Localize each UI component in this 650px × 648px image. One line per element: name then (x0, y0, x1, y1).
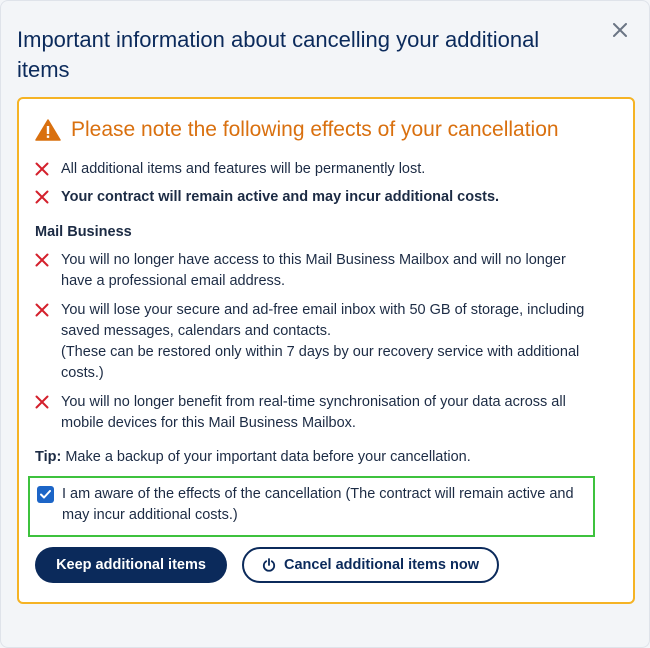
consent-label[interactable]: I am aware of the effects of the cancellation (The contract will remain active and may incur additional costs.) (62, 486, 574, 523)
close-icon (613, 23, 627, 37)
list-item-text: You will lose your secure and ad-free email inbox with 50 GB of storage, including saved messages, calendars and contacts. (61, 302, 585, 339)
list-item (35, 187, 593, 211)
list-item-text: Your contract will remain active and may incur additional costs. (61, 189, 500, 205)
list-item-note: (These can be restored only within 7 days by our recovery service with additional costs.) (61, 344, 580, 381)
list-item (35, 159, 593, 183)
list-item (35, 300, 593, 384)
cross-icon (35, 395, 49, 409)
consent-checkbox[interactable] (37, 486, 54, 503)
warning-triangle-icon (35, 119, 61, 141)
cross-icon (35, 303, 49, 317)
consent-box (28, 476, 595, 537)
tip-label: Tip: (35, 449, 62, 465)
cancel-items-label: Cancel additional items now (284, 557, 479, 573)
power-icon (262, 558, 276, 572)
cross-icon (35, 162, 49, 176)
list-item-text: All additional items and features will be permanently lost. (61, 161, 426, 177)
checkmark-icon (40, 490, 51, 499)
list-item (35, 392, 593, 434)
list-item-text: You will no longer have access to this Mail Business Mailbox and will no longer have a professional email address. (61, 252, 566, 289)
tip-body: Make a backup of your important data before your cancellation. (61, 449, 471, 465)
warning-panel (17, 97, 635, 604)
cross-icon (35, 253, 49, 267)
keep-items-button[interactable]: Keep additional items (35, 547, 227, 583)
warning-header (35, 117, 559, 143)
list-item (35, 250, 593, 292)
cross-icon (35, 190, 49, 204)
list-item-text: You will no longer benefit from real-time synchronisation of your data across all mobile devices for this Mail Business Mailbox. (61, 394, 566, 431)
section-title: Mail Business (35, 224, 132, 240)
warning-heading: Please note the following effects of your cancellation (71, 118, 559, 141)
tip-text (35, 449, 471, 465)
dialog-title: Important information about cancelling your additional items (17, 27, 540, 82)
cancel-items-button[interactable] (242, 547, 499, 583)
close-button[interactable] (607, 17, 633, 43)
